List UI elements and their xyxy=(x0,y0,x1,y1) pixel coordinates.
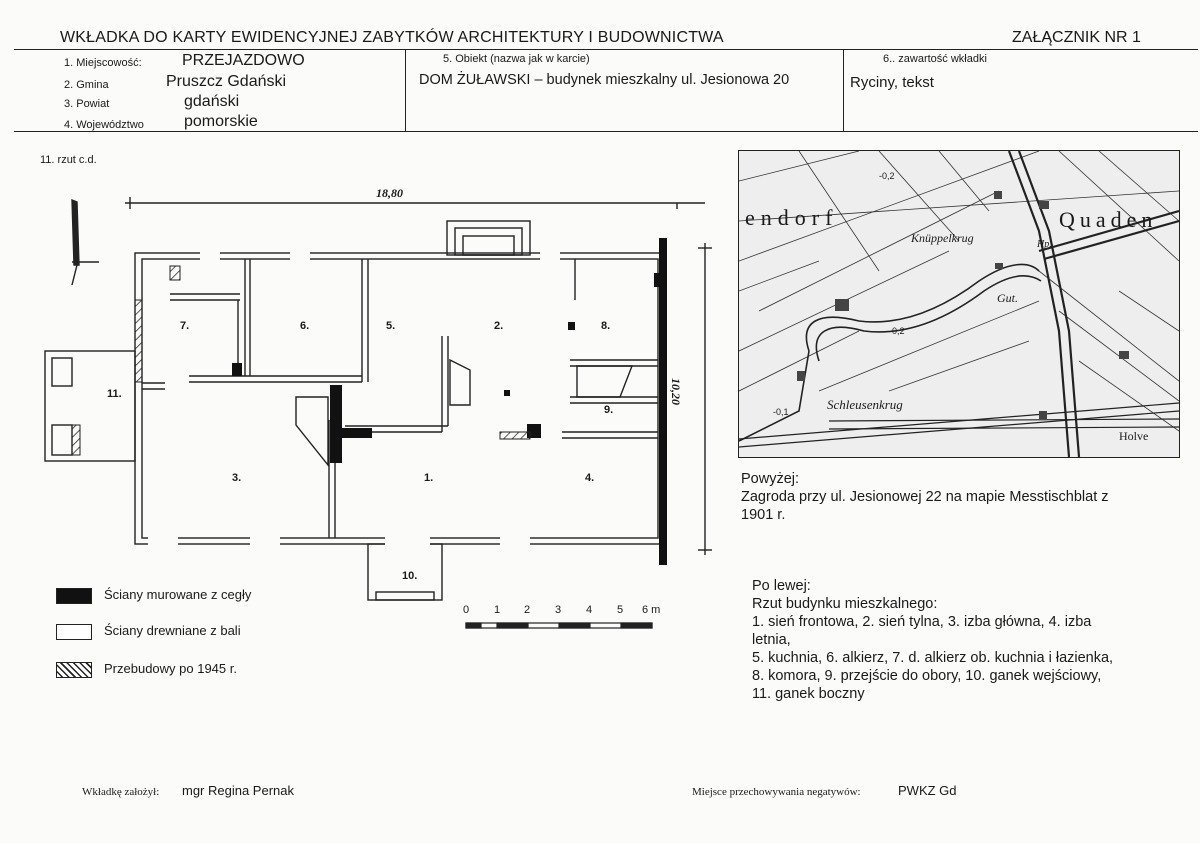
map-label-knuppelkrug: Knüppelkrug xyxy=(911,231,974,245)
room-label-11: 11. xyxy=(107,388,122,400)
room-label-6: 6. xyxy=(300,320,310,332)
scale-5: 5 xyxy=(617,604,624,616)
room-label-7: 7. xyxy=(180,320,190,332)
header-rule-top xyxy=(14,49,1198,50)
room-label-9: 9. xyxy=(604,404,614,416)
room-label-4: 4. xyxy=(585,472,595,484)
legend-swatch-brick xyxy=(56,588,92,604)
wojewodztwo-label: 4. Województwo xyxy=(64,119,144,131)
scale-3: 3 xyxy=(555,604,562,616)
legend-swatch-wood xyxy=(56,624,92,640)
scale-0: 0 xyxy=(463,604,470,616)
map-label-holve: Holve xyxy=(1119,429,1149,443)
header-divider-1 xyxy=(405,49,406,131)
map-spot-height-3: -0,1 xyxy=(773,407,789,417)
attachment-number: ZAŁĄCZNIK NR 1 xyxy=(1012,29,1141,46)
description-above-line2: 1901 r. xyxy=(741,507,786,523)
scale-1: 1 xyxy=(494,604,501,616)
header-rule-bottom xyxy=(14,131,1198,132)
scale-6m: 6 m xyxy=(642,604,661,616)
room-label-5: 5. xyxy=(386,320,396,332)
scale-2: 2 xyxy=(524,604,531,616)
description-left-line3: letnia, xyxy=(752,632,791,648)
legend-label-wood: Ściany drewniane z bali xyxy=(104,623,241,638)
storage-value: PWKZ Gd xyxy=(898,783,957,798)
scale-4: 4 xyxy=(586,604,593,616)
historic-map-drawing xyxy=(739,151,1179,457)
storage-label: Miejsce przechowywania negatywów: xyxy=(692,786,861,798)
author-label: Wkładkę założył: xyxy=(82,786,160,798)
plan-width-dimension: 18,80 xyxy=(376,186,403,200)
map-spot-height-2: -0,2 xyxy=(889,326,905,336)
plan-caption: 11. rzut c.d. xyxy=(40,154,97,166)
map-label-hp: Hp. xyxy=(1037,239,1052,250)
miejscowosc-label: 1. Miejscowość: xyxy=(64,57,142,69)
room-label-3: 3. xyxy=(232,472,242,484)
room-label-8: 8. xyxy=(601,320,611,332)
legend-label-rebuilt: Przebudowy po 1945 r. xyxy=(104,661,237,676)
room-label-10: 10. xyxy=(402,570,418,582)
description-above-title: Powyżej: xyxy=(741,471,800,487)
gmina-value: Pruszcz Gdański xyxy=(166,73,287,90)
map-label-quaden: Quaden xyxy=(1059,207,1158,232)
object-value: DOM ŻUŁAWSKI – budynek mieszkalny ul. Jesionowa 20 xyxy=(419,72,790,88)
content-label: 6.. zawartość wkładki xyxy=(883,53,987,65)
powiat-label: 3. Powiat xyxy=(64,98,110,110)
gmina-label: 2. Gmina xyxy=(64,79,109,91)
wojewodztwo-value: pomorskie xyxy=(184,113,258,130)
header-title: WKŁADKA DO KARTY EWIDENCYJNEJ ZABYTKÓW ARCHITEKTURY I BUDOWNICTWA xyxy=(60,29,724,46)
map-label-gut: Gut. xyxy=(997,291,1018,305)
legend-label-brick: Ściany murowane z cegły xyxy=(104,587,252,602)
author-value: mgr Regina Pernak xyxy=(182,783,294,798)
description-left-line5: 8. komora, 9. przejście do obory, 10. ganek wejściowy, xyxy=(752,668,1102,684)
description-left-line6: 11. ganek boczny xyxy=(752,686,865,702)
description-left-line2: 1. sień frontowa, 2. sień tylna, 3. izba główna, 4. izba xyxy=(752,614,1092,630)
map-spot-height-1: -0,2 xyxy=(879,171,895,181)
map-label-schleusenkrug: Schleusenkrug xyxy=(827,397,903,412)
description-left-title: Po lewej: xyxy=(752,578,811,594)
description-above-line1: Zagroda przy ul. Jesionowej 22 na mapie Messtischblat z xyxy=(741,489,1109,505)
header-divider-2 xyxy=(843,49,844,131)
map-label-endorf: endorf xyxy=(745,205,839,230)
historic-map xyxy=(738,150,1180,458)
north-arrow-icon xyxy=(72,200,79,265)
content-value: Ryciny, tekst xyxy=(850,74,934,91)
plan-height-dimension: 10,20 xyxy=(669,378,683,405)
description-left-line4: 5. kuchnia, 6. alkierz, 7. d. alkierz ob. kuchnia i łazienka, xyxy=(752,650,1114,666)
room-label-1: 1. xyxy=(424,472,434,484)
object-label: 5. Obiekt (nazwa jak w karcie) xyxy=(443,53,590,65)
powiat-value: gdański xyxy=(184,93,240,110)
description-left-line1: Rzut budynku mieszkalnego: xyxy=(752,596,938,612)
room-label-2: 2. xyxy=(494,320,504,332)
miejscowosc-value: PRZEJAZDOWO xyxy=(182,52,305,69)
floor-plan xyxy=(0,160,730,640)
legend-swatch-rebuilt xyxy=(56,662,92,678)
